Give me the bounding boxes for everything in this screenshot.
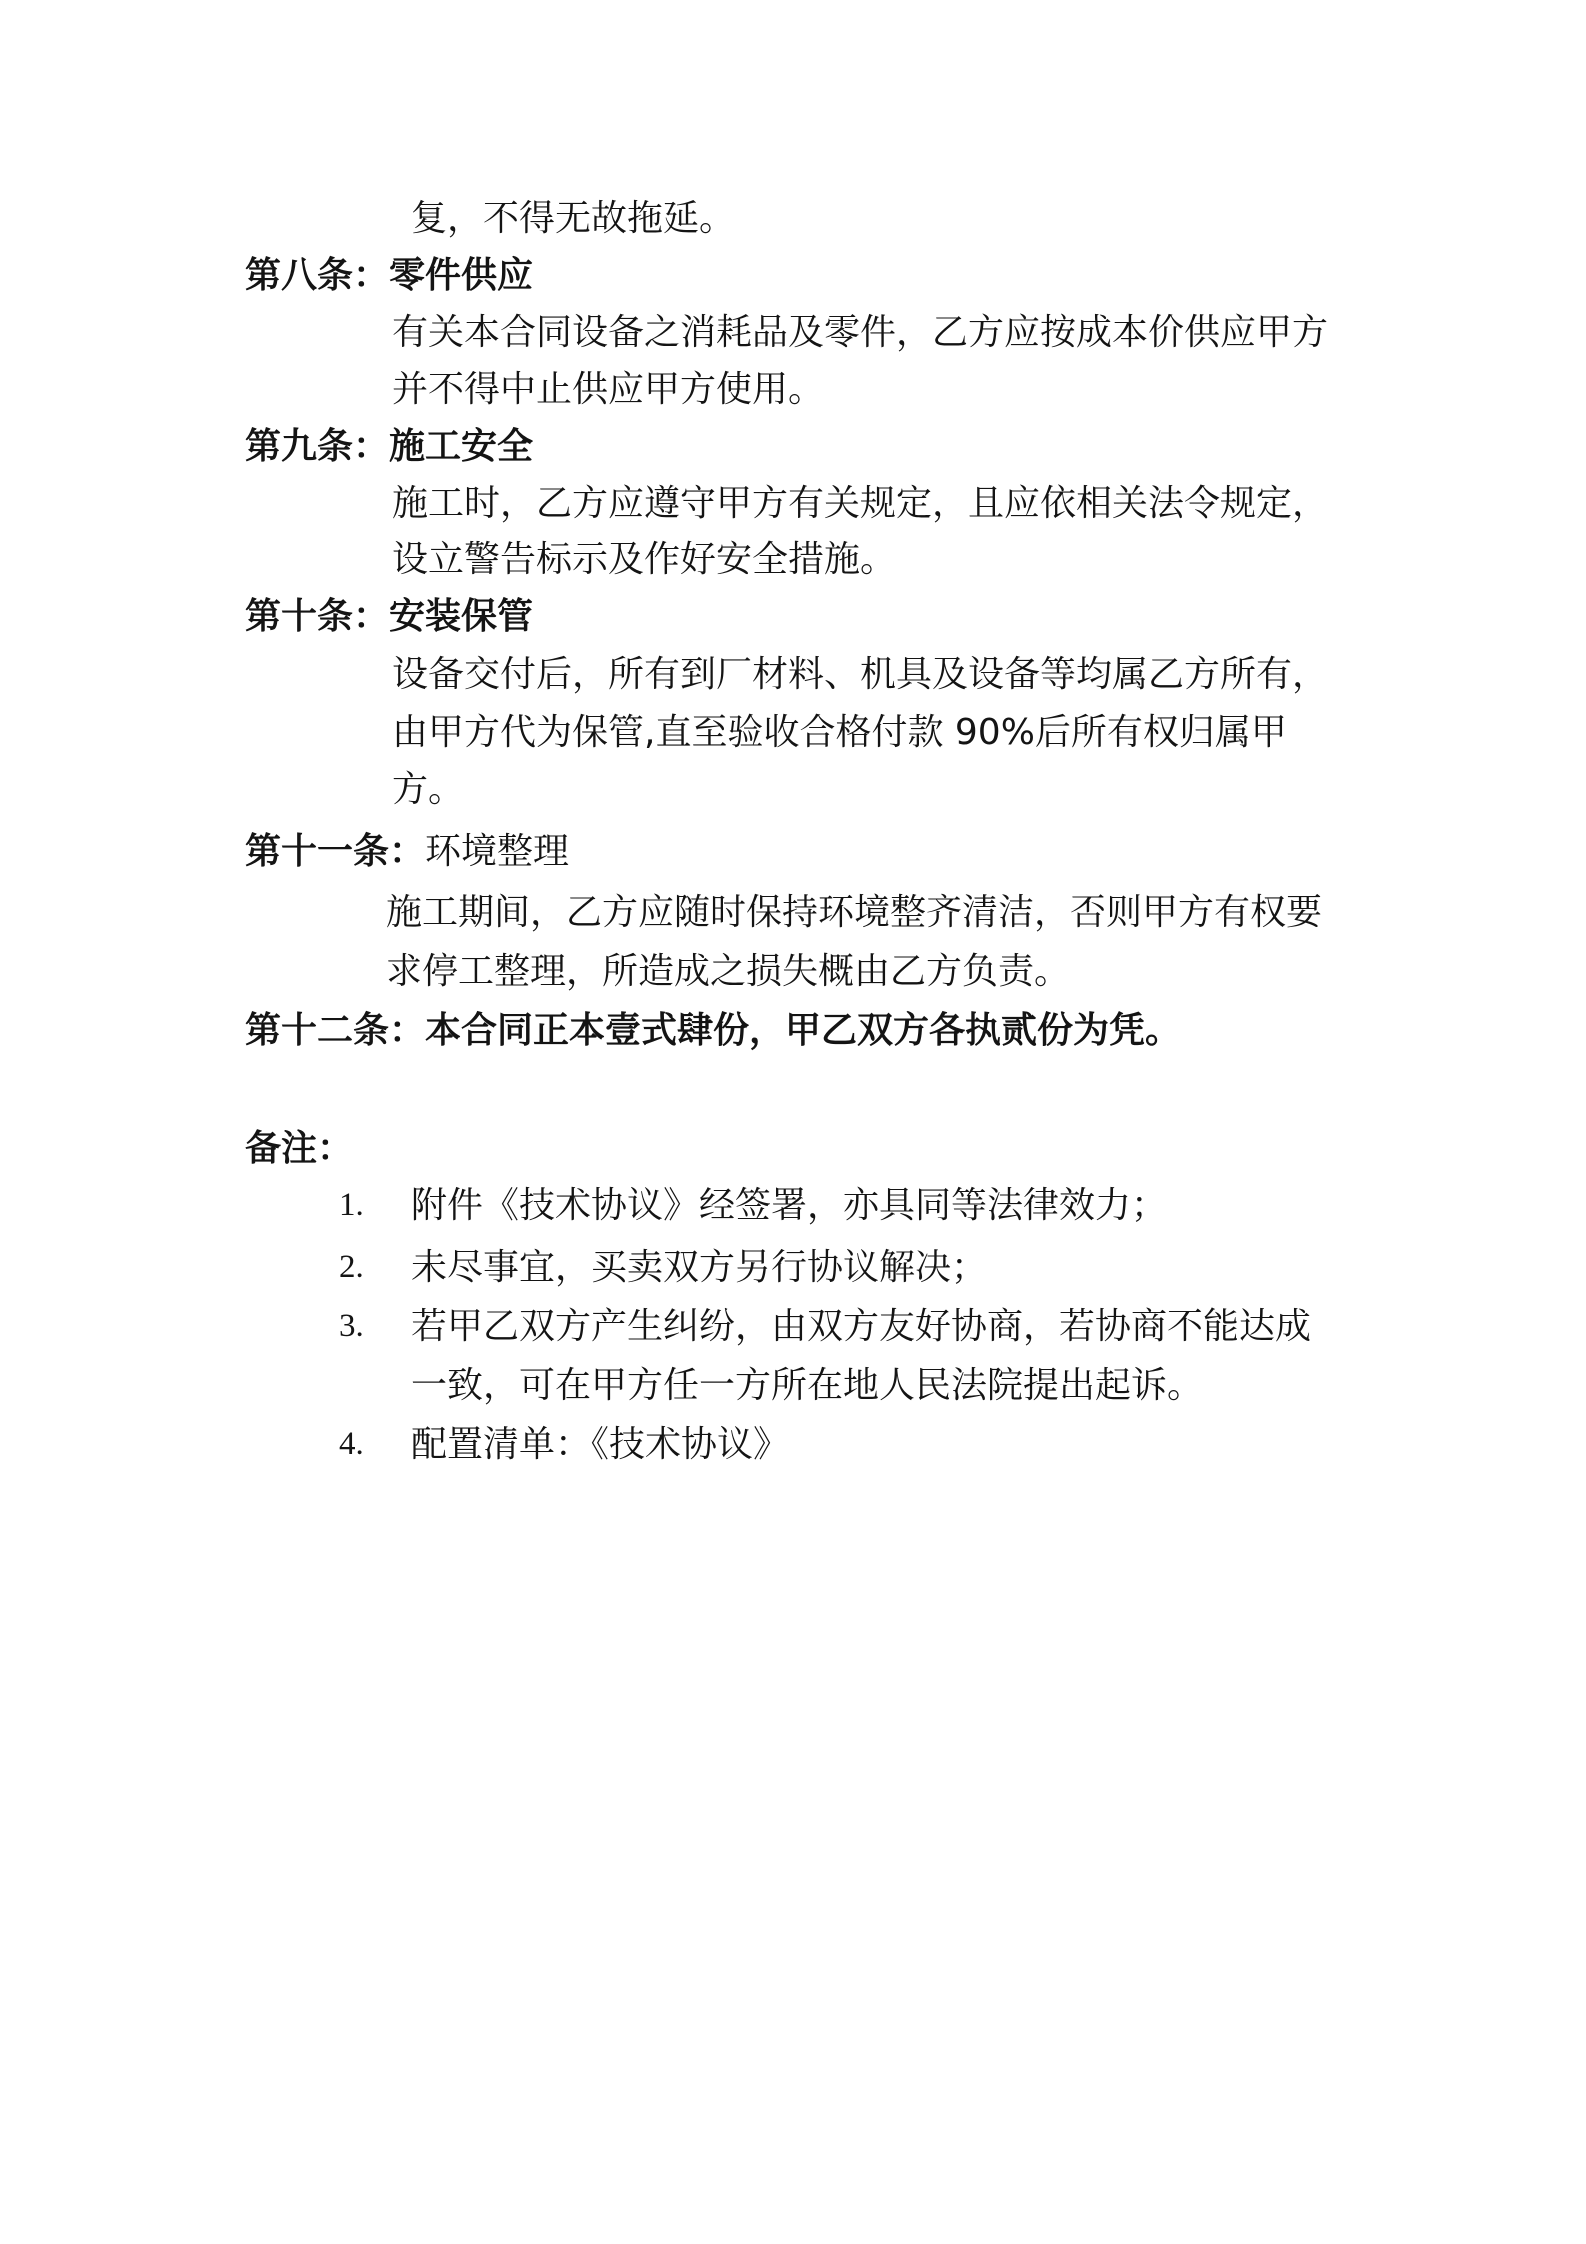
- remark-line: 若甲乙双方产生纠纷，由双方友好协商，若协商不能达成: [411, 1306, 1312, 1347]
- article-11-heading: [245, 823, 569, 880]
- remark-number: 4.: [339, 1426, 364, 1462]
- article-8-title: 零件供应: [389, 255, 534, 296]
- article-10-heading: [245, 588, 533, 645]
- remarks-heading: 备注：: [245, 1128, 354, 1169]
- remark-line: 配置清单：《技术协议》: [411, 1424, 790, 1465]
- article-9-line: 设立警告标示及作好安全措施。: [392, 539, 897, 580]
- article-9-line: 施工时，乙方应遵守甲方有关规定，且应依相关法令规定，: [392, 483, 1329, 524]
- article-10-line: 由甲方代为保管,直至验收合格付款 90%后所有权归属甲: [392, 712, 1287, 753]
- remark-number: 2.: [339, 1249, 364, 1285]
- article-8-line: 并不得中止供应甲方使用。: [392, 369, 825, 410]
- article-10-line: 方。: [392, 769, 465, 810]
- article-11-label: 第十一条：: [245, 831, 426, 872]
- remark-number: 1.: [339, 1187, 364, 1223]
- article-10-label: 第十条：: [245, 596, 390, 637]
- continued-text: 复，不得无故拖延。: [411, 198, 736, 239]
- article-12-title: 本合同正本壹式肆份，甲乙双方各执贰份为凭。: [425, 1010, 1182, 1051]
- article-9-heading: [245, 418, 533, 475]
- article-9-label: 第九条：: [245, 426, 390, 467]
- remark-line: 未尽事宜，买卖双方另行协议解决；: [411, 1247, 988, 1288]
- article-8-label: 第八条：: [245, 255, 390, 296]
- article-10-title: 安装保管: [389, 596, 534, 637]
- article-8-heading: [245, 247, 533, 304]
- article-12-label: 第十二条：: [245, 1010, 426, 1051]
- article-8-line: 有关本合同设备之消耗品及零件，乙方应按成本价供应甲方: [392, 312, 1329, 353]
- article-9-title: 施工安全: [389, 426, 534, 467]
- article-11-title: 环境整理: [425, 831, 570, 872]
- article-11-line: 求停工整理，所造成之损失概由乙方负责。: [386, 951, 1071, 992]
- remark-number: 3.: [339, 1308, 364, 1344]
- article-11-line: 施工期间，乙方应随时保持环境整齐清洁，否则甲方有权要: [386, 892, 1323, 933]
- article-10-line: 设备交付后，所有到厂材料、机具及设备等均属乙方所有，: [392, 654, 1329, 695]
- article-12-heading: [245, 1002, 1181, 1059]
- remark-line: 一致，可在甲方任一方所在地人民法院提出起诉。: [411, 1365, 1204, 1406]
- remark-line: 附件《技术协议》经签署，亦具同等法律效力；: [411, 1185, 1168, 1226]
